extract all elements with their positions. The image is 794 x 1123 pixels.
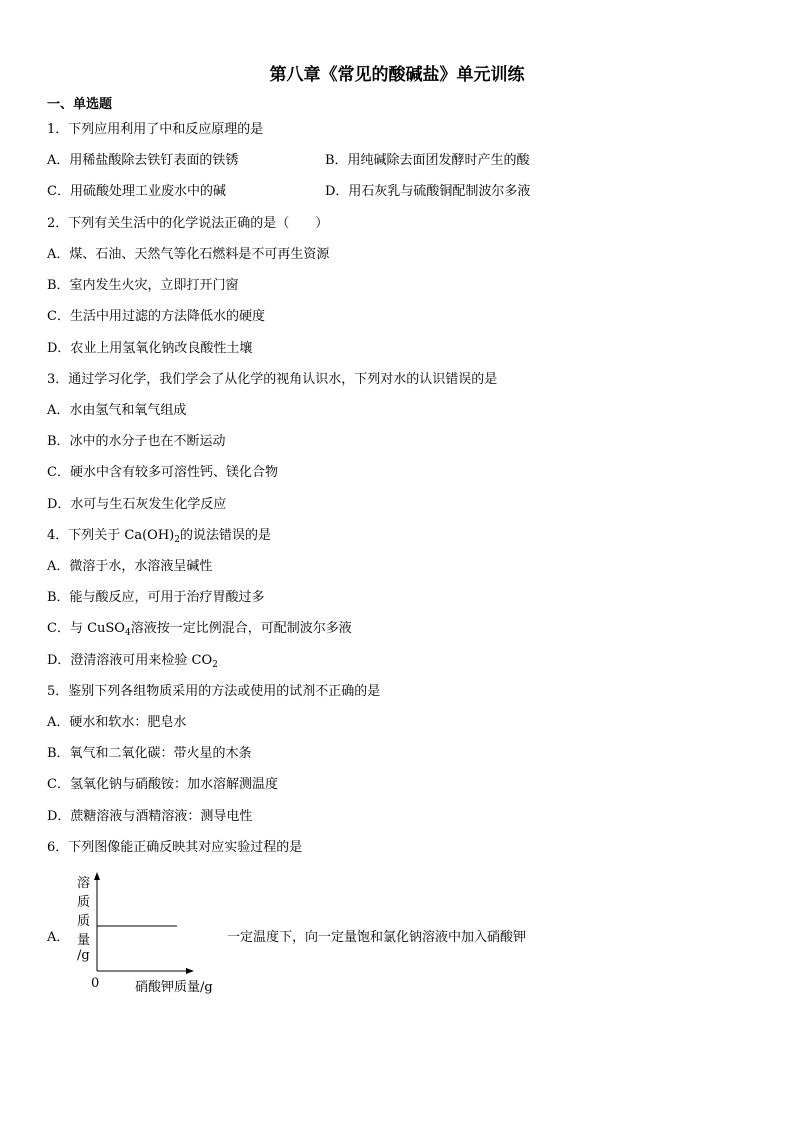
question-4-option-c: C．与 CuSO$_4$溶液按一定比例混合，可配制波尔多液: [47, 621, 352, 638]
question-5-option-c: C．氢氧化钠与硝酸铵：加水溶解测温度: [47, 777, 278, 792]
question-4-option-a: A．微溶于水，水溶液呈碱性: [47, 559, 213, 574]
graph-y-arrow: [94, 872, 100, 880]
question-3-option-d: D．水可与生石灰发生化学反应: [47, 497, 227, 512]
question-5-option-b: B．氧气和二氧化碳：带火星的木条: [47, 746, 252, 761]
question-3-stem: 3．通过学习化学，我们学会了从化学的视角认识水，下列对水的认识错误的是: [47, 372, 498, 387]
question-5-option-a: A．硬水和软水：肥皂水: [47, 715, 187, 730]
page-title: 第八章《常见的酸碱盐》单元训练: [269, 65, 525, 85]
question-1-option-b: B．用纯碱除去面团发酵时产生的酸: [325, 153, 530, 168]
graph-y-label-char-2: 质: [77, 895, 91, 910]
graph-x-arrow: [186, 968, 194, 974]
section-heading: 一、单选题: [47, 97, 113, 112]
graph-y-label-char-1: 溶: [77, 876, 91, 891]
question-2-option-a: A．煤、石油、天然气等化石燃料是不可再生资源: [47, 247, 330, 262]
question-2-option-d: D．农业上用氢氧化钠改良酸性土壤: [47, 341, 253, 356]
graph-x-label: 硝酸钾质量/g: [135, 980, 213, 995]
question-3-option-b: B．冰中的水分子也在不断运动: [47, 434, 226, 449]
question-2-option-c: C．生活中用过滤的方法降低水的硬度: [47, 309, 265, 324]
question-6-stem: 6．下列图像能正确反映其对应实验过程的是: [47, 840, 303, 855]
question-5-option-d: D．蔗糖溶液与酒精溶液：测导电性: [47, 809, 253, 824]
question-6-option-a-label: A．: [47, 930, 70, 945]
question-4-option-b: B．能与酸反应，可用于治疗胃酸过多: [47, 590, 265, 605]
question-6-option-a-description: 一定温度下，向一定量饱和氯化钠溶液中加入硝酸钾: [227, 930, 527, 945]
graph-y-label-char-3: 质: [77, 914, 91, 929]
question-4-option-d: D．澄清溶液可用来检验 $CO_2$: [47, 653, 218, 670]
question-1-option-a: A．用稀盐酸除去铁钉表面的铁锈: [47, 153, 239, 168]
question-2-stem: 2．下列有关生活中的化学说法正确的是（ ）: [47, 216, 329, 231]
graph-axes: [90, 870, 200, 980]
graph-y-label-char-5: /g: [77, 948, 90, 963]
question-3-option-c: C．硬水中含有较多可溶性钙、镁化合物: [47, 465, 278, 480]
question-5-stem: 5．鉴别下列各组物质采用的方法或使用的试剂不正确的是: [47, 684, 381, 699]
question-4-stem: 4．下列关于 $Ca(OH)_2$的说法错误的是: [47, 528, 271, 545]
graph-y-label-char-4: 量: [77, 933, 91, 948]
question-1-stem: 1．下列应用利用了中和反应原理的是: [47, 122, 264, 137]
question-1-option-c: C．用硫酸处理工业废水中的碱: [47, 184, 226, 199]
question-1-option-d: D．用石灰乳与硫酸铜配制波尔多液: [325, 184, 531, 199]
question-2-option-b: B．室内发生火灾，立即打开门窗: [47, 278, 239, 293]
question-3-option-a: A．水由氢气和氧气组成: [47, 403, 187, 418]
graph-origin-label: 0: [91, 976, 100, 991]
